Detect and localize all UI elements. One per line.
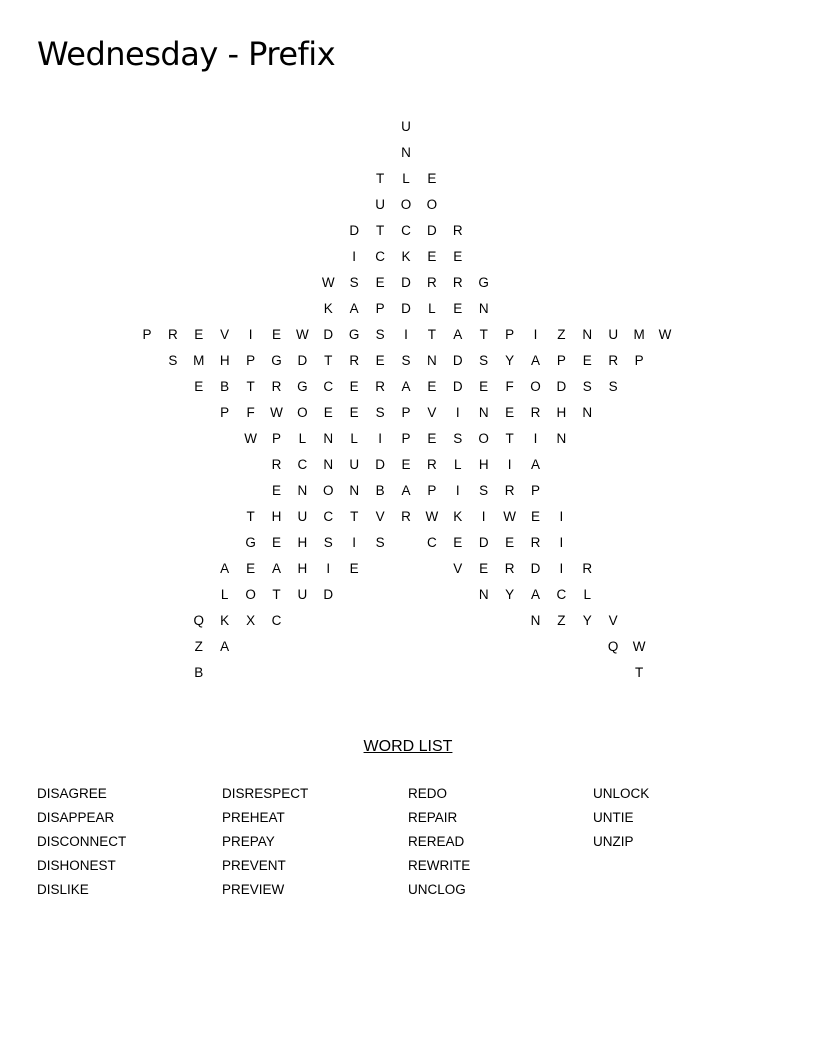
grid-letter: D [323,587,334,602]
grid-letter: W [321,275,335,290]
grid-letter: T [427,327,437,342]
grid-letter: U [297,509,308,524]
grid-letter: E [427,379,437,394]
grid-letter: R [401,509,411,524]
grid-letter: N [323,457,334,472]
word-list-item: REWRITE [408,858,471,873]
grid-letter: E [479,561,489,576]
grid-letter: C [556,587,567,602]
grid-letter: T [375,223,385,238]
grid-letter: P [220,405,230,420]
grid-letter: Q [193,613,205,628]
grid-letter: N [478,405,489,420]
grid-letter: N [323,431,334,446]
grid-letter: B [375,483,385,498]
grid-letter: L [220,587,229,602]
grid-letter: R [530,535,541,550]
grid-letter: R [530,405,541,420]
grid-letter: C [401,223,411,238]
grid-letter: C [323,509,334,524]
grid-letter: I [559,509,564,524]
grid-letter: D [530,561,541,576]
grid-letter: S [323,535,333,550]
grid-letter: P [427,483,437,498]
grid-letter: S [375,535,385,550]
grid-letter: R [427,457,437,472]
grid-letter: L [350,431,358,446]
grid-letter: A [401,379,411,394]
grid-letter: T [505,431,514,446]
grid-letter: U [349,457,360,472]
grid-letter: C [271,613,282,628]
grid-letter: E [505,535,515,550]
grid-letter: A [220,639,230,654]
grid-letter: G [271,353,282,368]
grid-letter: K [323,301,333,316]
grid-letter: W [244,431,257,446]
grid-letter: D [375,457,385,472]
grid-letter: R [349,353,360,368]
grid-letter: Y [582,613,592,628]
grid-letter: I [559,535,564,550]
grid-letter: V [375,509,385,524]
grid-letter: T [375,171,385,186]
word-list-item: REPAIR [408,810,458,825]
grid-letter: A [530,353,540,368]
grid-letter: W [296,327,309,342]
grid-letter: T [479,327,488,342]
grid-letter: N [478,301,489,316]
word-list-item: PREPAY [222,834,275,849]
grid-letter: E [479,379,489,394]
grid-letter: W [658,327,672,342]
grid-letter: P [401,431,411,446]
grid-letter: E [271,327,281,342]
grid-letter: H [478,457,489,472]
grid-letter: B [194,665,204,680]
grid-letter: U [608,327,619,342]
grid-letter: E [505,405,515,420]
grid-letter: S [479,353,489,368]
grid-letter: N [349,483,360,498]
grid-letter: E [427,431,437,446]
grid-letter: E [194,379,204,394]
grid-letter: W [503,509,516,524]
word-list-column-4 [593,782,773,854]
grid-letter: U [297,587,308,602]
grid-letter: E [375,275,385,290]
word-list-item: UNLOCK [593,786,650,801]
grid-letter: I [352,249,357,264]
grid-letter: N [582,405,593,420]
grid-letter: C [323,379,334,394]
grid-letter: H [556,405,567,420]
grid-letter: T [246,509,255,524]
grid-letter: I [533,431,538,446]
grid-letter: O [297,405,308,420]
grid-letter: E [271,535,281,550]
word-list-column-3 [408,782,588,902]
grid-letter: A [220,561,230,576]
grid-letter: O [530,379,541,394]
grid-letter: D [349,223,360,238]
grid-letter: I [533,327,538,342]
grid-letter: A [349,301,359,316]
grid-letter: P [246,353,256,368]
grid-letter: H [297,535,308,550]
grid-letter: L [428,301,436,316]
grid-letter: I [248,327,253,342]
grid-letter: G [348,327,360,342]
grid-letter: R [271,379,282,394]
grid-letter: R [452,275,463,290]
grid-letter: E [453,301,463,316]
word-list-item: DISLIKE [37,882,89,897]
grid-letter: N [582,327,593,342]
page-title: Wednesday - Prefix [37,35,336,73]
grid-letter: U [401,119,411,134]
grid-letter: T [246,379,255,394]
grid-letter: S [375,327,385,342]
grid-letter: L [298,431,307,446]
grid-letter: Z [557,613,566,628]
grid-letter: E [194,327,204,342]
grid-letter: K [401,249,411,264]
word-list-item: DISAGREE [37,786,107,801]
grid-letter: P [271,431,281,446]
grid-letter: R [504,561,515,576]
grid-letter: V [220,327,230,342]
grid-letter: N [427,353,437,368]
grid-letter: O [400,197,412,212]
grid-letter: M [633,327,645,342]
grid-letter: C [427,535,437,550]
grid-letter: I [559,561,564,576]
grid-letter: I [404,327,408,342]
grid-letter: E [427,171,437,186]
grid-letter: R [427,275,437,290]
grid-letter: N [478,587,489,602]
grid-letter: K [220,613,230,628]
grid-letter: G [245,535,256,550]
grid-letter: E [349,379,359,394]
word-list-heading: WORD LIST [363,738,453,755]
grid-letter: E [349,405,359,420]
grid-letter: D [478,535,489,550]
grid-letter: A [453,327,463,342]
grid-letter: T [634,665,644,680]
grid-letter: E [323,405,333,420]
grid-letter: X [246,613,256,628]
grid-letter: C [375,249,385,264]
grid-letter: P [634,353,644,368]
grid-letter: Z [194,639,203,654]
grid-letter: D [427,223,437,238]
grid-letter: H [297,561,308,576]
grid-letter: T [350,509,359,524]
word-list-item: REDO [408,786,448,801]
grid-letter: O [245,587,256,602]
grid-letter: A [401,483,411,498]
grid-letter: V [427,405,437,420]
grid-letter: S [375,405,385,420]
grid-letter: W [425,509,439,524]
grid-letter: I [507,457,512,472]
grid-letter: D [452,379,463,394]
grid-letter: E [453,535,463,550]
word-list-item: DISAPPEAR [37,810,115,825]
grid-letter: E [349,561,359,576]
grid-letter: P [401,405,411,420]
grid-letter: R [608,353,619,368]
grid-letter: R [504,483,515,498]
grid-letter: D [556,379,567,394]
grid-letter: G [297,379,308,394]
word-list-item: DISCONNECT [37,834,127,849]
grid-letter: A [271,561,281,576]
grid-letter: D [323,327,334,342]
grid-letter: L [583,587,592,602]
grid-letter: K [453,509,463,524]
grid-letter: I [481,509,486,524]
grid-letter: E [375,353,385,368]
grid-letter: H [219,353,230,368]
word-list-item: PREVENT [222,858,286,873]
grid-letter: S [401,353,411,368]
grid-letter: A [530,587,540,602]
grid-letter: U [375,197,385,212]
grid-letter: Y [505,353,515,368]
word-list-item: PREVIEW [222,882,285,897]
grid-letter: E [401,457,411,472]
grid-letter: B [220,379,230,394]
grid-letter: I [378,431,382,446]
grid-letter: S [453,431,463,446]
grid-letter: N [401,145,411,160]
word-list-item: UNTIE [593,810,634,825]
word-list-item: DISHONEST [37,858,116,873]
grid-letter: L [402,171,410,186]
grid-letter: P [505,327,515,342]
grid-letter: Q [607,639,619,654]
grid-letter: I [455,405,460,420]
grid-letter: G [478,275,489,290]
grid-letter: T [272,587,281,602]
grid-letter: P [142,327,152,342]
grid-letter: E [246,561,256,576]
word-list-item: REREAD [408,834,465,849]
grid-letter: D [297,353,308,368]
grid-letter: O [426,197,438,212]
grid-letter: P [530,483,540,498]
grid-letter: S [168,353,178,368]
grid-letter: R [168,327,178,342]
grid-letter: N [530,613,541,628]
grid-letter: F [505,379,514,394]
grid-letter: P [556,353,566,368]
grid-letter: S [349,275,359,290]
grid-letter: I [326,561,331,576]
word-list-item: UNCLOG [408,882,466,897]
grid-letter: W [632,639,646,654]
grid-letter: R [452,223,463,238]
grid-letter: O [478,431,489,446]
grid-letter: P [375,301,385,316]
grid-letter: N [556,431,567,446]
word-list-column-1 [37,782,217,902]
grid-letter: F [246,405,255,420]
grid-letter: E [453,249,463,264]
word-list-column-2 [222,782,402,902]
grid-letter: D [401,275,411,290]
word-list-item: UNZIP [593,834,634,849]
grid-letter: R [271,457,282,472]
grid-letter: E [582,353,592,368]
grid-letter: R [375,379,385,394]
grid-letter: Z [557,327,566,342]
grid-letter: A [530,457,540,472]
word-list-item: PREHEAT [222,810,285,825]
grid-letter: T [324,353,333,368]
grid-letter: H [271,509,282,524]
grid-letter: L [454,457,462,472]
grid-letter: E [427,249,437,264]
grid-letter: M [193,353,205,368]
grid-letter: D [452,353,463,368]
grid-letter: N [297,483,308,498]
grid-letter: R [582,561,593,576]
grid-letter: Y [505,587,515,602]
grid-letter: E [271,483,281,498]
grid-letter: E [530,509,540,524]
grid-letter: W [270,405,283,420]
grid-letter: S [479,483,489,498]
grid-letter: V [453,561,463,576]
grid-letter: S [608,379,618,394]
grid-letter: S [582,379,592,394]
grid-letter: I [352,535,357,550]
grid-letter: D [401,301,411,316]
word-list-item: DISRESPECT [222,786,309,801]
grid-letter: C [297,457,308,472]
grid-letter: I [455,483,460,498]
grid-letter: V [608,613,618,628]
grid-letter: O [323,483,334,498]
